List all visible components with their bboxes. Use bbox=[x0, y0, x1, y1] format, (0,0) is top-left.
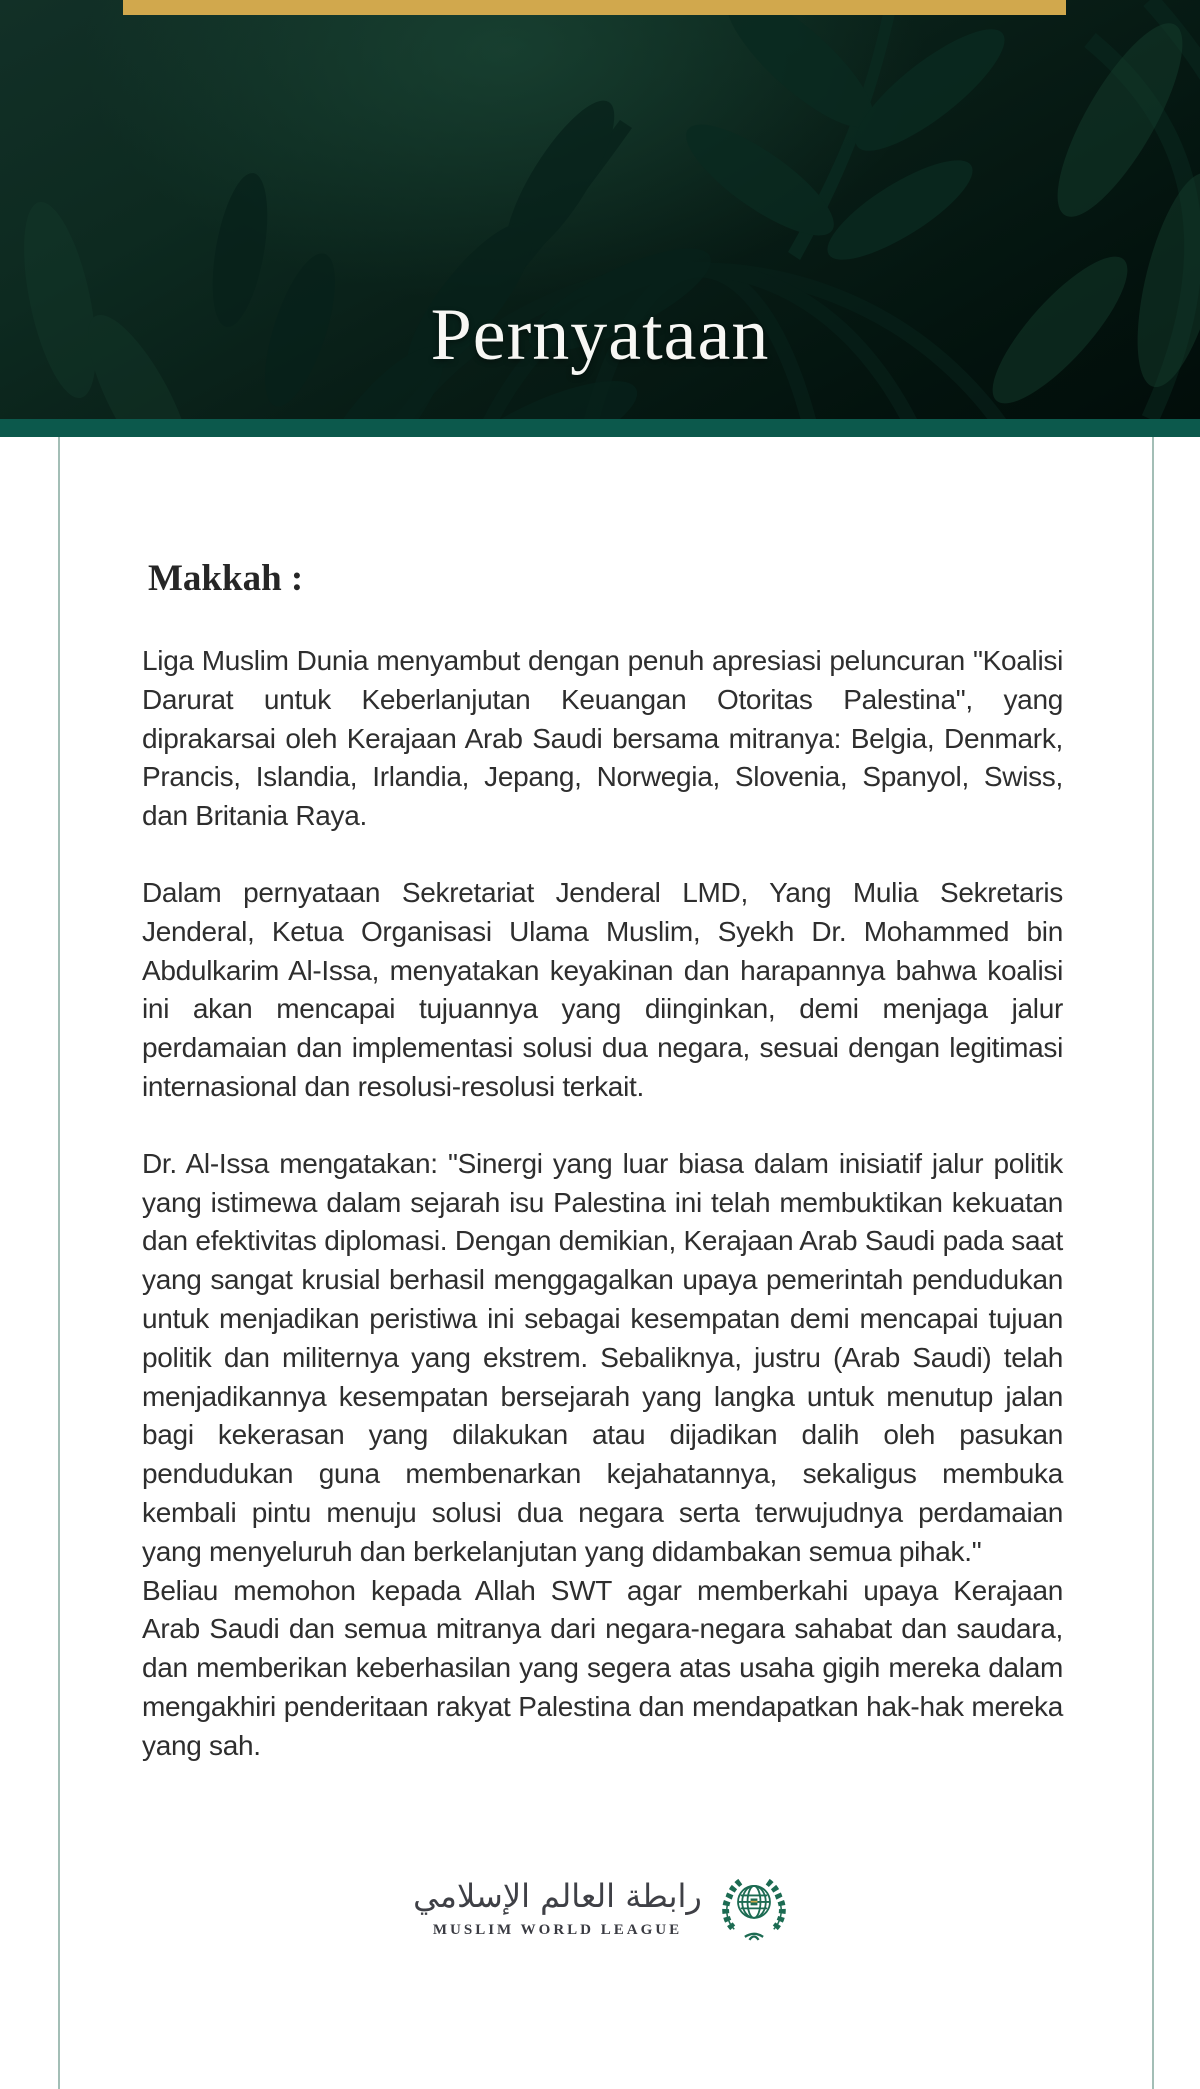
statement-paragraph-1: Liga Muslim Dunia menyambut dengan penuh apresiasi peluncuran "Koalisi Darurat untuk Keberlanjutan Keuangan Otoritas Palestina", yang diprakarsai oleh Kerajaan Arab Saudi bersama mitranya: Belgia, Denmark, Prancis, Islandia, Irlandia, Jepang, Norwegia, Slovenia, Spanyol, Swiss, dan Britania Raya. bbox=[142, 645, 1063, 832]
statement-paragraph-3-quote: Dr. Al-Issa mengatakan: "Sinergi yang luar biasa dalam inisiatif jalur politik yang istimewa dalam sejarah isu Palestina ini telah membuktikan kekuatan dan efektivitas diplomasi. Dengan demikian, Kerajaan Arab Saudi pada saat yang sangat krusial berhasil menggagalkan upaya pemerintah pendudukan untuk menjadikan peristiwa ini sebagai kesempatan demi mencapai tujuan politik dan militernya yang ekstrem. Sebaliknya, justru (Arab Saudi) telah menjadikannya kesempatan bersejarah yang langka untuk menutup jalan bagi kekerasan yang dilakukan atau dijadikan dalih oleh pasukan pendudukan guna membenarkan kejahatannya, sekaligus membuka kembali pintu menuju solusi dua negara serta terwujudnya perdamaian yang menyeluruh dan berkelanjutan yang didambakan semua pihak." bbox=[142, 1147, 1063, 1567]
header-banner bbox=[0, 0, 1200, 419]
statement-body bbox=[142, 642, 1063, 1766]
logo-org-name: MUSLIM WORLD LEAGUE bbox=[432, 1921, 683, 1938]
logo-text-column bbox=[413, 1876, 702, 1939]
gold-accent-bar bbox=[123, 0, 1066, 15]
teal-divider-band bbox=[0, 419, 1200, 437]
statement-paragraph-2: Dalam pernyataan Sekretariat Jenderal LMD, Yang Mulia Sekretaris Jenderal, Ketua Organisasi Ulama Muslim, Syekh Dr. Mohammed bin Abdulkarim Al-Issa, menyatakan keyakinan dan harapannya bahwa koalisi ini akan mencapai tujuannya yang diinginkan, demi menjaga jalur perdamaian dan implementasi solusi dua negara, sesuai dengan legitimasi internasional dan resolusi-resolusi terkait. bbox=[142, 876, 1063, 1102]
statement-paragraph-4: Beliau memohon kepada Allah SWT agar memberkahi upaya Kerajaan Arab Saudi dan semua mitranya dari negara-negara sahabat dan saudara, dan memberikan keberhasilan yang segera atas usaha gigih mereka dalam mengakhiri penderitaan rakyat Palestina dan mendapatkan hak-hak mereka yang sah. bbox=[142, 1574, 1063, 1761]
logo-arabic-calligraphy: رابطة العالم الإسلامي bbox=[413, 1877, 702, 1916]
page-title: Pernyataan bbox=[430, 294, 770, 376]
muslim-world-league-logo bbox=[142, 1870, 1063, 1946]
location-heading: Makkah : bbox=[148, 558, 304, 599]
statement-card bbox=[58, 437, 1154, 2089]
wreath-globe-emblem-icon bbox=[716, 1870, 792, 1946]
